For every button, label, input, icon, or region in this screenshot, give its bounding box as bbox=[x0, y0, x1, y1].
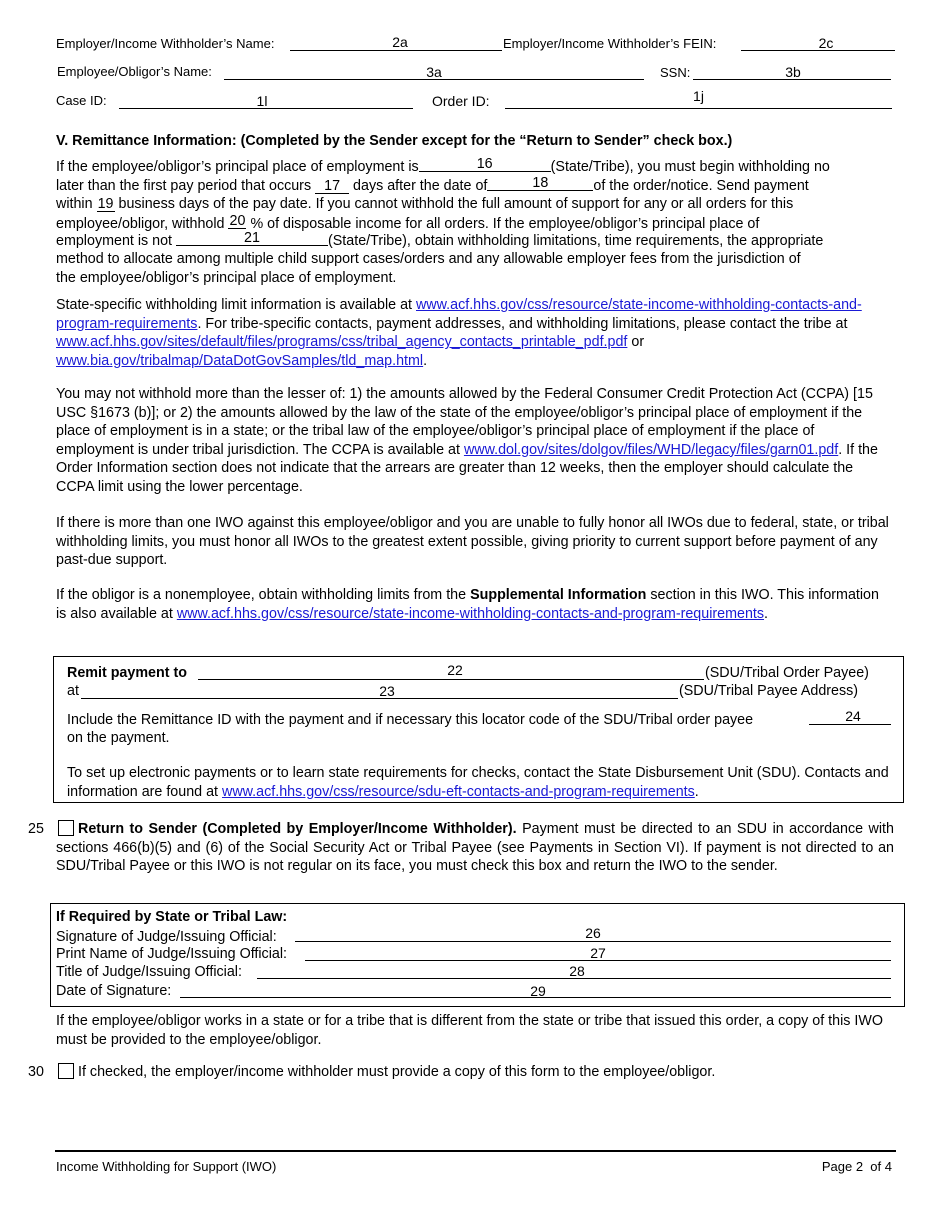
employee-name-label: Employee/Obligor’s Name: bbox=[57, 64, 212, 79]
eft-info-text: To set up electronic payments or to learn state requirements for checks, contact the State Disbursement Unit (SDU). Contacts and information are found at www.acf.hhs.gov/css/resource/sdu-eft-contacts-and-program-requirements. bbox=[67, 765, 889, 800]
p1-text-5b: employee/obligor, withhold bbox=[56, 216, 229, 232]
section-v-heading: V. Remittance Information: (Completed by the Sender except for the “Return to Sender” check box.) bbox=[56, 133, 733, 149]
copy-check-number: 30 bbox=[28, 1064, 44, 1080]
locator-code-field[interactable]: 24 bbox=[845, 708, 861, 724]
employer-name-label: Employer/Income Withholder’s Name: bbox=[56, 36, 275, 51]
p1-text-2a: (State/Tribe), you must begin withholding no bbox=[550, 159, 830, 175]
remittance-id-text: Include the Remittance ID with the payment and if necessary this locator code of the SDU/Tribal order payee bbox=[67, 712, 754, 728]
field-21[interactable]: 21 bbox=[176, 231, 328, 246]
copy-to-employee-checkbox[interactable] bbox=[58, 1063, 74, 1079]
judge-title-field[interactable]: 28 bbox=[569, 963, 585, 979]
return-to-sender-text: Return to Sender (Completed by Employer/Income Withholder). Payment must be directed to an SDU in accordance with sections 466(b)(5) and (6) of the Social Security Act or Tribal Payee (see Payments in Section VI). If payment is not directed to an SDU/Tribal Payee or this IWO is not regular on its face, you must check this box and return the IWO to the sender. bbox=[56, 821, 894, 875]
field-19[interactable]: 19 bbox=[97, 196, 114, 212]
judge-print-name-field[interactable]: 27 bbox=[590, 945, 606, 961]
field-18[interactable]: 18 bbox=[487, 176, 593, 191]
judge-signature-line bbox=[295, 941, 891, 942]
order-id-label: Order ID: bbox=[432, 93, 490, 109]
p1-text-6a: % of disposable income for all orders. If the employee/obligor’s principal place of bbox=[246, 216, 760, 232]
date-of-signature-label: Date of Signature: bbox=[56, 983, 172, 999]
p1-text-4b: within bbox=[56, 196, 97, 212]
p1-text-6b: employment is not bbox=[56, 233, 176, 249]
field-20[interactable]: 20 bbox=[229, 213, 246, 229]
p1-text-3: days after the date of bbox=[349, 178, 488, 194]
employer-fein-field[interactable]: 2c bbox=[818, 35, 834, 51]
footer-page-number: Page 2 of 4 bbox=[821, 1159, 892, 1174]
judge-signature-label: Signature of Judge/Issuing Official: bbox=[56, 929, 277, 945]
employee-name-field[interactable]: 3a bbox=[426, 64, 442, 80]
remit-payment-line bbox=[198, 679, 704, 680]
case-id-field[interactable]: 1l bbox=[256, 93, 268, 109]
section-v-paragraph-4: If there is more than one IWO against this employee/obligor and you are unable to fully honor all IWOs due to federal, state, or tribal withholding limits, you must honor all IWOs to the greatest extent possible, giving priority to current support before payment of any past-due support. bbox=[56, 515, 889, 569]
remit-payment-suffix: (SDU/Tribal Order Payee) bbox=[705, 665, 869, 681]
field-17[interactable]: 17 bbox=[315, 179, 349, 194]
judge-box-heading: If Required by State or Tribal Law: bbox=[56, 909, 288, 925]
locator-code-line bbox=[809, 724, 891, 725]
case-id-label: Case ID: bbox=[56, 93, 107, 108]
footer-rule bbox=[55, 1150, 896, 1152]
section-v-paragraph-5: If the obligor is a nonemployee, obtain withholding limits from the Supplemental Information section in this IWO. This information is also available at www.acf.hhs.gov/css/resource/state-income-withholding-contacts-and-program-requirements. bbox=[56, 587, 879, 622]
p1-text-2b: later than the first pay period that occurs bbox=[56, 178, 316, 194]
order-id-line bbox=[505, 108, 892, 109]
copy-requirement-note: If the employee/obligor works in a state or for a tribe that is different from the state or tribe that issued this order, a copy of this IWO must be provided to the employee/obligor. bbox=[56, 1013, 883, 1048]
judge-signature-field[interactable]: 26 bbox=[585, 925, 601, 941]
field-16[interactable]: 16 bbox=[419, 157, 551, 172]
p1-text-7a: (State/Tribe), obtain withholding limitations, time requirements, the appropriate bbox=[328, 233, 824, 249]
employer-name-line bbox=[290, 50, 502, 51]
ssn-field[interactable]: 3b bbox=[785, 64, 801, 80]
remit-address-field[interactable]: 23 bbox=[379, 683, 395, 699]
p1-text-7b: method to allocate among multiple child support cases/orders and any allowable employer fees from the jurisdiction of bbox=[56, 251, 801, 267]
remit-payment-label: Remit payment to bbox=[67, 665, 187, 681]
footer-title: Income Withholding for Support (IWO) bbox=[56, 1159, 277, 1174]
p1-text-4a: of the order/notice. Send payment bbox=[593, 178, 809, 194]
judge-print-name-label: Print Name of Judge/Issuing Official: bbox=[56, 946, 287, 962]
date-of-signature-field[interactable]: 29 bbox=[530, 983, 546, 999]
remittance-id-tail: on the payment. bbox=[67, 730, 170, 746]
sdu-eft-link[interactable]: www.acf.hhs.gov/css/resource/sdu-eft-contacts-and-program-requirements bbox=[222, 783, 695, 800]
section-v-paragraph-3: You may not withhold more than the lesser of: 1) the amounts allowed by the Federal Consumer Credit Protection Act (CCPA) [15 USC §1673 (b)]; or 2) the amounts allowed by the law of the state of the employee/obligor’s principal place of employment if the place of employment is in a state; or the tribal law of the employee/obligor’s principal place of employment if the place of employment is under tribal jurisdiction. The CCPA is available at www.dol.gov/sites/dolgov/files/WHD/legacy/files/garn01.pdf. If the Order Information section does not indicate that the arrears are greater than 12 weeks, then the employer should calculate the CCPA limit using the lower percentage. bbox=[56, 386, 878, 495]
p1-text-1: If the employee/obligor’s principal place of employment is bbox=[56, 159, 419, 175]
order-id-field[interactable]: 1j bbox=[693, 88, 704, 104]
state-withholding-link[interactable]: www.acf.hhs.gov/css/resource/state-income-withholding-contacts-and-program-requirements bbox=[56, 297, 862, 332]
judge-title-label: Title of Judge/Issuing Official: bbox=[56, 964, 242, 980]
p1-text-5a: business days of the pay date. If you cannot withhold the full amount of support for any or all orders for this bbox=[114, 196, 794, 212]
tribal-map-link[interactable]: www.bia.gov/tribalmap/DataDotGovSamples/tld_map.html bbox=[56, 352, 424, 369]
remit-payment-field[interactable]: 22 bbox=[447, 662, 463, 678]
remit-at-suffix: (SDU/Tribal Payee Address) bbox=[679, 683, 859, 699]
copy-check-text: If checked, the employer/income withholder must provide a copy of this form to the employee/obligor. bbox=[78, 1064, 716, 1080]
tribal-contacts-link[interactable]: www.acf.hhs.gov/sites/default/files/programs/css/tribal_agency_contacts_printable_pdf.pdf bbox=[56, 334, 628, 351]
employer-fein-label: Employer/Income Withholder’s FEIN: bbox=[503, 36, 717, 51]
ssn-label: SSN: bbox=[660, 65, 691, 80]
ccpa-link[interactable]: www.dol.gov/sites/dolgov/files/WHD/legacy/files/garn01.pdf bbox=[463, 441, 839, 458]
employer-name-field[interactable]: 2a bbox=[392, 34, 408, 50]
remit-at-label: at bbox=[67, 683, 79, 699]
nonemployee-limits-link[interactable]: www.acf.hhs.gov/css/resource/state-income-withholding-contacts-and-program-requirements bbox=[176, 605, 765, 622]
p1-text-7c: the employee/obligor’s principal place of employment. bbox=[56, 270, 397, 286]
section-v-paragraph-2: State-specific withholding limit information is available at www.acf.hhs.gov/css/resource/state-income-withholding-contacts-and-program-requirements. For tribe-specific contacts, payment addresses, and withholding limitations, please contact the tribe at www.acf.hhs.gov/sites/default/files/programs/css/tribal_agency_contacts_printable_pdf.pdf or www.bia.gov/tribalmap/DataDotGovSamples/tld_map.html. bbox=[56, 297, 862, 369]
return-to-sender-number: 25 bbox=[28, 821, 44, 837]
